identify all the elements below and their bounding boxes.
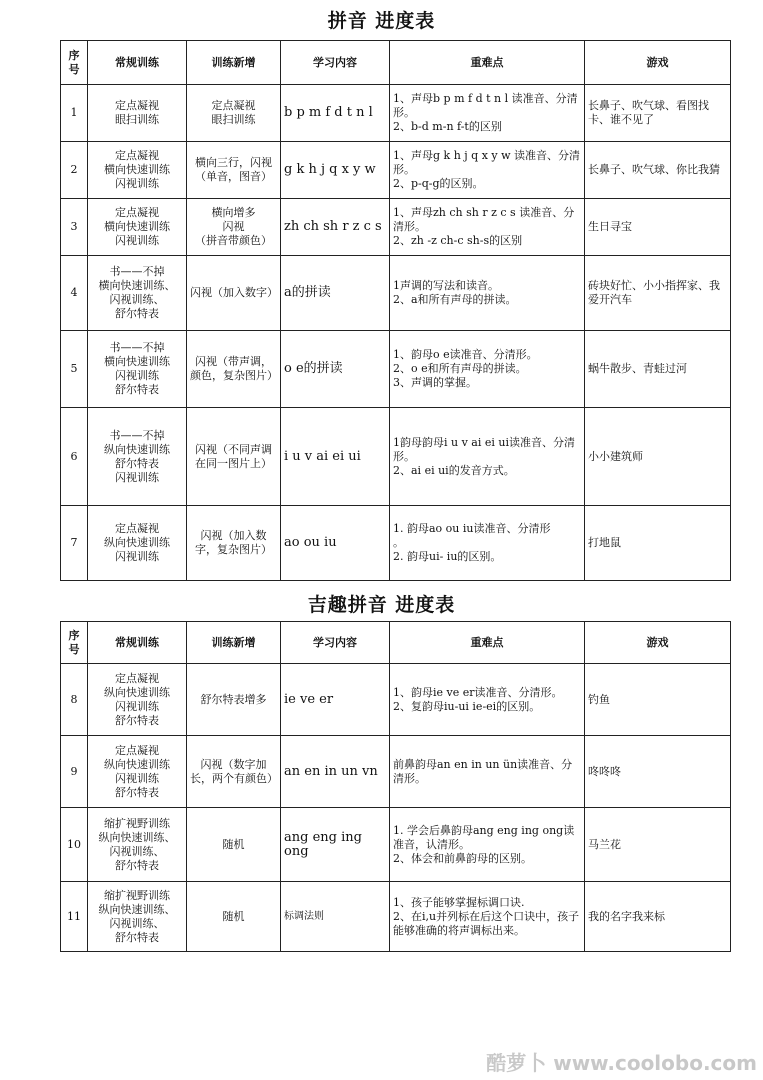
row-no: 5 <box>61 331 88 408</box>
header-new: 训练新增 <box>187 41 281 85</box>
row-no: 7 <box>61 506 88 581</box>
row-new: 闪视（加入数字，复杂图片） <box>187 506 281 581</box>
row-game: 马兰花 <box>585 808 731 882</box>
row-key: 1. 韵母ao ou iu读准音、分清形 。 2. 韵母ui- iu的区别。 <box>390 506 585 581</box>
row-new: 横向增多 闪视 （拼音带颜色） <box>187 199 281 256</box>
table-row <box>61 408 731 506</box>
row-key: 1声调的写法和读音。 2、a和所有声母的拼读。 <box>390 256 585 331</box>
row-game: 长鼻子、吹气球、看图找卡、谁不见了 <box>585 85 731 142</box>
header-game: 游戏 <box>585 622 731 664</box>
row-game: 我的名字我来标 <box>585 882 731 952</box>
row-no: 6 <box>61 408 88 506</box>
progress-table-2 <box>60 621 731 952</box>
header-regular: 常规训练 <box>88 41 187 85</box>
row-regular: 定点凝视 纵向快速训练 闪视训练 <box>88 506 187 581</box>
table-row <box>61 664 731 736</box>
header-key: 重难点 <box>390 41 585 85</box>
row-game: 长鼻子、吹气球、你比我猜 <box>585 142 731 199</box>
row-regular: 书——不掉 横向快速训练 闪视训练 舒尔特表 <box>88 331 187 408</box>
row-game: 打地鼠 <box>585 506 731 581</box>
row-content: g k h j q x y w <box>281 142 390 199</box>
row-game: 砖块好忙、小小指挥家、我爱开汽车 <box>585 256 731 331</box>
table-1-title: 拼音 进度表 <box>327 10 436 32</box>
row-content: zh ch sh r z c s <box>281 199 390 256</box>
header-content: 学习内容 <box>281 622 390 664</box>
row-regular: 缩扩视野训练 纵向快速训练、 闪视训练、 舒尔特表 <box>88 882 187 952</box>
header-new: 训练新增 <box>187 622 281 664</box>
row-game: 蜗牛散步、青蛙过河 <box>585 331 731 408</box>
row-key: 1. 学会后鼻韵母ang eng ing ong读准音，认清形。 2、体会和前鼻韵母的区别。 <box>390 808 585 882</box>
row-regular: 定点凝视 纵向快速训练 闪视训练 舒尔特表 <box>88 664 187 736</box>
row-regular: 定点凝视 横向快速训练 闪视训练 <box>88 142 187 199</box>
header-key: 重难点 <box>390 622 585 664</box>
table-2-title: 吉趣拼音 进度表 <box>307 594 456 616</box>
row-key: 1、声母zh ch sh r z c s 读准音、分清形。 2、zh -z ch-c sh-s的区别 <box>390 199 585 256</box>
row-no: 1 <box>61 85 88 142</box>
row-key: 1、声母b p m f d t n l 读准音、分清形。 2、b-d m-n f-t的区别 <box>390 85 585 142</box>
row-regular: 书——不掉 横向快速训练、 闪视训练、 舒尔特表 <box>88 256 187 331</box>
row-key: 1、声母g k h j q x y w 读准音、分清形。 2、p-q-g的区别。 <box>390 142 585 199</box>
row-content: a的拼读 <box>281 256 390 331</box>
row-key: 1、孩子能够掌握标调口诀. 2、在i,u并列标在后这个口诀中，孩子能够准确的将声调标出来。 <box>390 882 585 952</box>
header-row <box>61 41 731 85</box>
header-row <box>61 622 731 664</box>
row-content: ie ve er <box>281 664 390 736</box>
header-no: 序号 <box>61 622 88 664</box>
header-no: 序号 <box>61 41 88 85</box>
row-no: 11 <box>61 882 88 952</box>
table-row <box>61 331 731 408</box>
row-content: 标调法则 <box>281 882 390 952</box>
progress-table-1 <box>60 40 731 581</box>
row-game: 小小建筑师 <box>585 408 731 506</box>
row-no: 3 <box>61 199 88 256</box>
row-game: 钓鱼 <box>585 664 731 736</box>
row-new: 定点凝视 眼扫训练 <box>187 85 281 142</box>
row-no: 2 <box>61 142 88 199</box>
table-row <box>61 256 731 331</box>
row-key: 前鼻韵母an en in un ün读准音、分清形。 <box>390 736 585 808</box>
row-regular: 定点凝视 纵向快速训练 闪视训练 舒尔特表 <box>88 736 187 808</box>
header-regular: 常规训练 <box>88 622 187 664</box>
row-new: 舒尔特表增多 <box>187 664 281 736</box>
row-no: 9 <box>61 736 88 808</box>
row-regular: 书——不掉 纵向快速训练 舒尔特表 闪视训练 <box>88 408 187 506</box>
table-row <box>61 736 731 808</box>
row-new: 横向三行，闪视（单音，图音） <box>187 142 281 199</box>
row-content: b p m f d t n l <box>281 85 390 142</box>
row-content: an en in un vn <box>281 736 390 808</box>
row-new: 闪视（带声调，颜色，复杂图片） <box>187 331 281 408</box>
row-new: 随机 <box>187 882 281 952</box>
row-new: 闪视（加入数字） <box>187 256 281 331</box>
table-row <box>61 882 731 952</box>
row-game: 咚咚咚 <box>585 736 731 808</box>
row-no: 8 <box>61 664 88 736</box>
row-game: 生日寻宝 <box>585 199 731 256</box>
table-row <box>61 142 731 199</box>
watermark-text: 酷萝卜 www.coolobo.com <box>486 1051 757 1075</box>
table-row <box>61 808 731 882</box>
row-content: o e的拼读 <box>281 331 390 408</box>
row-regular: 定点凝视 眼扫训练 <box>88 85 187 142</box>
row-no: 4 <box>61 256 88 331</box>
row-new: 随机 <box>187 808 281 882</box>
row-regular: 定点凝视 横向快速训练 闪视训练 <box>88 199 187 256</box>
table-row <box>61 199 731 256</box>
row-content: i u v ai ei ui <box>281 408 390 506</box>
table-row <box>61 506 731 581</box>
table-row <box>61 85 731 142</box>
header-content: 学习内容 <box>281 41 390 85</box>
row-new: 闪视（数字加长，两个有颜色） <box>187 736 281 808</box>
row-content: ao ou iu <box>281 506 390 581</box>
row-content: ang eng ing ong <box>281 808 390 882</box>
row-key: 1韵母韵母i u v ai ei ui读准音、分清形。 2、ai ei ui的发音方式。 <box>390 408 585 506</box>
row-regular: 缩扩视野训练 纵向快速训练、 闪视训练、 舒尔特表 <box>88 808 187 882</box>
row-key: 1、韵母ie ve er读准音、分清形。 2、复韵母iu-ui ie-ei的区别。 <box>390 664 585 736</box>
row-new: 闪视（不同声调在同一图片上） <box>187 408 281 506</box>
row-key: 1、韵母o e读准音、分清形。 2、o e和所有声母的拼读。 3、声调的掌握。 <box>390 331 585 408</box>
row-no: 10 <box>61 808 88 882</box>
header-game: 游戏 <box>585 41 731 85</box>
